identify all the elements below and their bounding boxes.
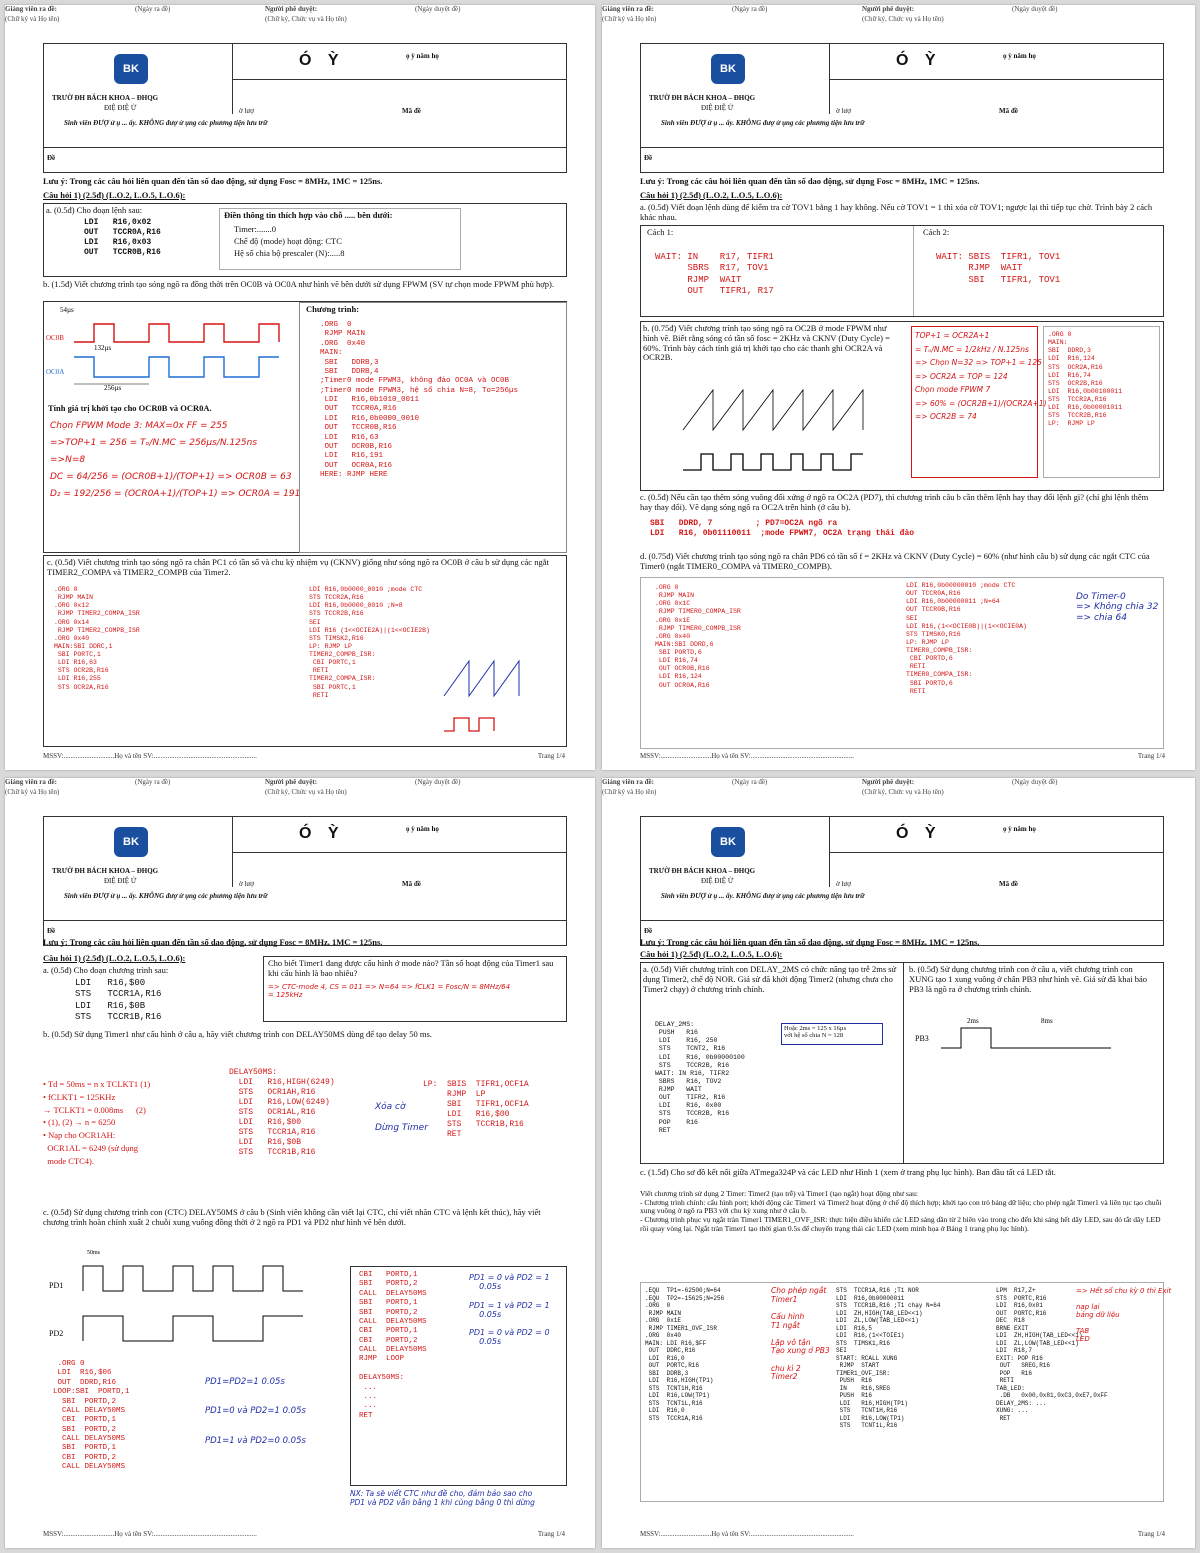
exam-header-box [43, 43, 567, 173]
fill-item: Chế độ (mode) hoạt động: CTC [234, 236, 342, 246]
wave-label: 50ms [87, 1250, 101, 1256]
approve-date: (Ngày duyệt đề) [415, 778, 461, 786]
student-note: Sinh viên ĐƯỢ ử ụ ... ấy. KHÔNG đượ ử ụng các phương tiện lưu trữ [661, 892, 865, 900]
wave-label: PB3 [915, 1034, 929, 1043]
school-name: TRƯỜ ĐH BÁCH KHOA – ĐHQG [649, 867, 756, 875]
student-note: Sinh viên ĐƯỢ ử ụ ... ấy. KHÔNG đượ ử ụng các phương tiện lưu trữ [661, 119, 865, 127]
page-header [5, 778, 595, 804]
de-label: Đề [47, 154, 56, 162]
fill-title: Điền thông tin thích hợp vào chỗ ..... bên dưới: [224, 210, 393, 220]
pd-waveform [43, 1246, 343, 1356]
cach2-label: Cách 2: [923, 227, 950, 237]
q2b-calc-box [911, 326, 1047, 478]
fill-item: Hệ số chia bộ prescaler (N):.....8 [234, 248, 345, 258]
wave-label: 54µs [60, 306, 74, 314]
exam-title: Ó Ỳ [299, 825, 345, 842]
freq-note: Lưu ý: Trong các câu hỏi liên quan đến tần số dao động, sử dụng Fosc = 8MHz, 1MC = 125ns. [43, 937, 383, 947]
school-name: TRƯỜ ĐH BÁCH KHOA – ĐHQG [649, 94, 756, 102]
exam-title: Ó Ỳ [896, 52, 942, 69]
q2a-box [640, 225, 1164, 317]
q3b-text: b. (0.5đ) Sử dụng Timer1 như cấu hình ở câu a, hãy viết chương trình con DELAY50MS dùng để tạo delay 50 ms. [43, 1029, 432, 1039]
q1a-text: a. (0.5đ) Cho đoạn lệnh sau: [46, 205, 143, 215]
q3a-code: LDI R16,$00 STS TCCR1A,R16 LDI R16,$0B STS TCCR1B,R16 [75, 978, 162, 1022]
exam-header-box [640, 816, 1164, 946]
duration-label: ờ lượ [239, 107, 254, 115]
page-2 [602, 5, 1195, 770]
wave-label: OC0B [46, 334, 64, 342]
university-logo: BK [114, 54, 148, 84]
freq-note: Lưu ý: Trong các câu hỏi liên quan đến tần số dao động, sử dụng Fosc = 8MHz, 1MC = 125ns. [43, 176, 383, 186]
exam-title: Ó Ỳ [896, 825, 942, 842]
q4c-handwriting-1: Cho phép ngắt Timer1 Cấu hình T1 ngắt Lặp vô tận Tạo xung ở PB3 chu kì 2 Timer2 [771, 1286, 830, 1382]
page-4 [602, 778, 1195, 1548]
q3a-text: a. (0.5đ) Cho đoạn chương trình sau: [43, 965, 169, 975]
q2b-code-box [1043, 326, 1160, 478]
program-title: Chương trình: [306, 304, 360, 314]
freq-note: Lưu ý: Trong các câu hỏi liên quan đến tần số dao động, sử dụng Fosc = 8MHz, 1MC = 125ns. [640, 176, 980, 186]
duration-label: ờ lượ [836, 880, 851, 888]
university-logo: BK [711, 54, 745, 84]
q3b-code-right: LP: SBIS TIFR1,OCF1A RJMP LP SBI TIFR1,OCF1A LDI R16,$00 STS TCCR1B,R16 RET [423, 1080, 529, 1139]
approver-label: Người phê duyệt: [862, 5, 915, 13]
q3c-code-right: CBI PORTD,1 SBI PORTD,2 CALL DELAY50MS SBI PORTD,1 SBI PORTD,2 CALL DELAY50MS CBI PORTD,1 CBI PORTD,2 CALL DELAY50MS RJMP LOOP DELAY50MS: ... ... ... RET [359, 1271, 427, 1420]
program-box [299, 302, 567, 553]
q2d-handwriting: Do Timer-0 => Không chia 32 => chia 64 [1076, 592, 1159, 623]
date-label: (Ngày ra đề) [135, 5, 171, 13]
q4c-description: Viết chương trình sử dụng 2 Timer: Timer2 (tạo trễ) và Timer1 (tạo ngắt) hoạt động như sau: - Chương trình chính: cấu hình port; khởi động các Timer1 và Timer2 hoạt động ở chế độ thích hợp; khởi tạo con trỏ bảng dữ liệu; cho phép ngắt Timer1 và liên tục tạo chuỗi xung vuông ở ngõ ra PB3 với chu kỳ xung như ở câu b. - Chương trình phục vụ ngắt tràn Timer1 TIMER1_OVF_ISR: thực hiện điều khiển các LED sáng dần từ 2 biên vào trong cho đến khi sáng hết dãy LED, sau đó tắt dãy LED rồi quay vòng lại. Ngắt tràn Timer1 tạo thời gian 0.5s để chuyển trạng thái các LED (xem minh họa ở Bảng 1 trang phụ lục hình). [640, 1189, 1162, 1233]
q4a-note-box [781, 1023, 883, 1045]
q4c-handwriting-2: => Hết số chu kỳ 0 thì Exit nạp lại bảng dữ liệu TAB LED [1076, 1287, 1172, 1344]
lecturer-sub: (Chữ ký và Họ tên) [5, 15, 60, 23]
footer-mssv: MSSV:.............................Họ và tên SV:........................................................... [43, 1529, 257, 1538]
q1b-text: b. (1.5đ) Viết chương trình tạo sóng ngõ ra đồng thời trên OC0B và OC0A như hình vẽ bên dưới sử dụng FPWM (SV tự chọn mode FPWM phù hợp). [43, 279, 554, 289]
q1c-code-right: LDI R16,0b0000_0010 ;mode CTC STS TCCR2A,R16 LDI R16,0b0000_0010 ;N=8 STS TCCR2B,R16 SEI LDI R16 (1<<OCIE2A)|(1<<OCIE2B) STS TIMSK2,R16 LP: RJMP LP TIMER2_COMPB_ISR: CBI PORTC,1 RETI TIMER2_COMPA_ISR: SBI PORTC,1 RETI [309, 586, 430, 699]
approve-date: (Ngày duyệt đề) [1012, 778, 1058, 786]
q1a-box [43, 203, 567, 277]
lecturer-label: Giảng viên ra đề: [5, 5, 57, 13]
approver-sub: (Chữ ký, Chức vụ và Họ tên) [265, 15, 347, 23]
timer2-diagram [439, 646, 559, 741]
question-1-title: Câu hỏi 1) (2.5đ) (L.O.2, L.O.5, L.O.6): [43, 953, 186, 963]
q3a-question: Cho biết Timer1 đang được cấu hình ở mode nào? Tần số hoạt động của Timer1 sau khi cấu hình là bao nhiêu? [268, 958, 554, 978]
question-1-title: Câu hỏi 1) (2.5đ) (L.O.2, L.O.5, L.O.6): [43, 190, 186, 200]
de-label: Đề [47, 927, 56, 935]
exam-code: Mã đề [402, 107, 421, 115]
lecturer-sub: (Chữ ký và Họ tên) [5, 788, 60, 796]
exam-header-box [640, 43, 1164, 173]
faculty-name: ĐIỆ ĐIỆ Ử [104, 104, 137, 112]
q2c-text: c. (0.5đ) Nếu cần tạo thêm sóng vuông đối xứng ở ngõ ra OC2A (PD7), thì chương trình câu b cần thêm lệnh hay thay đổi lệnh gì? (chỉ ghi lệnh thêm hay thay đổi). Vẽ dạng sóng ngõ ra OC2A trên hình (ở câu b). [640, 492, 1149, 512]
university-logo: BK [711, 827, 745, 857]
school-name: TRƯỜ ĐH BÁCH KHOA – ĐHQG [52, 94, 159, 102]
oc2b-waveform [643, 380, 901, 488]
q4c-code-2: STS TCCR1A,R16 ;T1 NOR LDI R16,0b00000011 STS TCCR1B,R16 ;T1 chạy N=64 LDI ZH,HIGH(TAB_LED<<1) LDI ZL,LOW(TAB_LED<<1) LDI R16,5 LDI R16,(1<<TOIE1) STS TIMSK1,R16 SEI START: RCALL XUNG RJMP START TIMER1_OVF_ISR: PUSH R16 IN R16,SREG PUSH R16 LDI R16,HIGH(TP1) STS TCNT1H,R16 LDI R16,LOW(TP1) STS TCNT1L,R16 [836, 1287, 941, 1429]
page-footer [43, 752, 565, 760]
page-header [602, 5, 1195, 31]
q2d-text: d. (0.75đ) Viết chương trình tạo sóng ngõ ra chân PD6 có tần số f = 2KHz và CKNV (Duty Cycle) = 60% (như hình câu b) sử dụng các ngắt CTC của Timer0 (ngắt TIMER0_COMPA và TIMER0_COMPB). [640, 551, 1150, 571]
freq-note: Lưu ý: Trong các câu hỏi liên quan đến tần số dao động, sử dụng Fosc = 8MHz, 1MC = 125ns. [640, 937, 980, 947]
school-name: TRƯỜ ĐH BÁCH KHOA – ĐHQG [52, 867, 159, 875]
lecturer-label: Giảng viên ra đề: [602, 778, 654, 786]
oc0-waveform [44, 302, 294, 397]
faculty-name: ĐIỆ ĐIỆ Ử [701, 877, 734, 885]
lecturer-sub: (Chữ ký và Họ tên) [602, 15, 657, 23]
lecturer-label: Giảng viên ra đề: [5, 778, 57, 786]
page-header [602, 778, 1195, 804]
q3b-handwriting: Xóa cờ Dừng Timer [375, 1102, 428, 1133]
q3c-handwriting-right: PD1 = 0 và PD2 = 1 0.05s PD1 = 1 và PD2 = 1 0.05s PD1 = 0 và PD2 = 0 0.05s [469, 1273, 550, 1347]
q3a-handwriting: => CTC-mode 4, CS = 011 => N=64 => fCLK1 = Fosc/N = 8MHz/64 = 125kHz [268, 983, 511, 1000]
page-footer [640, 1530, 1165, 1538]
q2a-code-2: WAIT: SBIS TIFR1, TOV1 RJMP WAIT SBI TIFR1, TOV1 [936, 252, 1061, 285]
footer-mssv: MSSV:.............................Họ và tên SV:........................................................... [43, 751, 257, 760]
wave-label: PD2 [49, 1329, 64, 1338]
exam-header-box [43, 816, 567, 946]
page-footer [640, 752, 1165, 760]
exam-code: Mã đề [999, 880, 1018, 888]
approver-sub: (Chữ ký, Chức vụ và Họ tên) [265, 788, 347, 796]
duration-label: ờ lượ [239, 880, 254, 888]
q2d-box [640, 577, 1164, 749]
date-label: (Ngày ra đề) [135, 778, 171, 786]
q2c-code: SBI DDRD, 7 ; PD7=OC2A ngõ ra LDI R16, 0b01110011 ;mode FPWM7, OC2A trạng thái đảo [650, 519, 915, 538]
duration-label: ờ lượ [836, 107, 851, 115]
approver-sub: (Chữ ký, Chức vụ và Họ tên) [862, 788, 944, 796]
approver-label: Người phê duyệt: [265, 5, 318, 13]
approver-label: Người phê duyệt: [265, 778, 318, 786]
faculty-name: ĐIỆ ĐIỆ Ử [701, 104, 734, 112]
q4ab-box [640, 962, 1164, 1164]
q4c-code-box [640, 1282, 1172, 1502]
wave-label: OC0A [46, 368, 65, 376]
footer-page: Trang 1/4 [1137, 751, 1165, 760]
init-handwriting: Chọn FPWM Mode 3: MAX=0x FF = 255 =>TOP+1 = 256 = Tₒ/N.MC = 256µs/N.125ns =>N=8 DC = 64/256 = (OCR0B+1)/(TOP+1) => OCR0B = 63 D₂ = 192/256 = (OCR0A+1)/(TOP+1) => OCR0A = 191 [50, 421, 301, 500]
page-footer [43, 1530, 565, 1538]
fill-item: Timer:.......0 [234, 224, 276, 234]
q4a-note: Hoặc 2ms = 125 x 16µs với hệ số chia N = 128 [784, 1025, 847, 1040]
q3-summary-note: NX: Ta sẽ viết CTC như đề cho, đảm bảo sao cho PD1 và PD2 vẫn bằng 1 khi cùng bằng 0 thì dừng [350, 1489, 535, 1507]
program-code: .ORG 0 RJMP MAIN .ORG 0x40 MAIN: SBI DDRB,3 SBI DDRB,4 ;Timer0 mode FPWM3, không đảo OC0A và OC0B ;Timer0 mode FPWM3, hệ số chia N=8, To=256µs LDI R16,0b1010_0011 OUT TCCR0A,R16 LDI R16,0b0000_0010 OUT TCCR0B,R16 LDI R16,63 OUT OCR0B,R16 LDI R16,191 OUT OCR0A,R16 HERE: RJMP HERE [320, 321, 519, 479]
q2a-code-1: WAIT: IN R17, TIFR1 SBRS R17, TOV1 RJMP WAIT OUT TIFR1, R17 [655, 252, 774, 296]
approve-date: (Ngày duyệt đề) [1012, 5, 1058, 13]
q4b-text: b. (0.5đ) Sử dụng chương trình con ở câu a, viết chương trình con XUNG tạo 1 xung vuông ở chân PB3 như hình vẽ. Giả sử đã khai báo PB3 là ngõ ra ở chương trình chính. [909, 964, 1147, 994]
footer-page: Trang 1/4 [537, 751, 565, 760]
lecturer-sub: (Chữ ký và Họ tên) [602, 788, 657, 796]
year-label: ọ ỳ năm họ [1003, 52, 1036, 60]
q3c-text: c. (0.5đ) Sử dụng chương trình con (CTC) DELAY50MS ở câu b (Sinh viên không cần viết lại CTC, chỉ viết nhãn CTC và lệnh kết thúc), hãy viết chương trình hoàn chỉnh xuất 2 chuỗi xung vuông đồng thời ở 2 ngõ ra PD1 và PD2 như hình vẽ bên dưới. [43, 1207, 541, 1227]
q1c-box [43, 555, 567, 747]
footer-mssv: MSSV:.............................Họ và tên SV:........................................................... [640, 1529, 854, 1538]
q3b-code-left: DELAY50MS: LDI R16,HIGH(6249) STS OCR1AH,R16 LDI R16,LOW(6249) STS OCR1AL,R16 LDI R16,$00 STS TCCR1A,R16 LDI R16,$0B STS TCCR1B,R16 [229, 1068, 335, 1157]
q4c-code-1: .EQU TP1=-62500;N=64 .EQU TP2=-15625;N=256 .ORG 0 RJMP MAIN .ORG 0x1E RJMP TIMER1_OVF_ISR .ORG 0x40 MAIN: LDI R16,$FF OUT DDRC,R16 LDI R16,0 OUT PORTC,R16 SBI DDRB,3 LDI R16,HIGH(TP1) STS TCNT1H,R16 LDI R16,LOW(TP1) STS TCNT1L,R16 LDI R16,0 STS TCCR1A,R16 [645, 1287, 725, 1422]
cach1-label: Cách 1: [647, 227, 674, 237]
year-label: ọ ỳ năm họ [406, 825, 439, 833]
init-title: Tính giá trị khởi tạo cho OCR0B và OCR0A. [48, 403, 212, 413]
q1c-text: c. (0.5đ) Viết chương trình tạo sóng ngõ ra chân PC1 có tần số và chu kỳ nhiệm vụ (CKNV) giống như sóng ngõ ra OC0B ở câu b sử dụng các ngắt TIMER2_COMPA và TIMER2_COMPB của Timer2. [47, 557, 549, 577]
wave-label: 2ms [967, 1017, 979, 1025]
question-1-title: Câu hỏi 1) (2.5đ) (L.O.2, L.O.5, L.O.6): [640, 190, 783, 200]
q4a-text: a. (0.5đ) Viết chương trình con DELAY_2MS có chức năng tạo trễ 2ms sử dụng Timer2, chế độ NOR. Giả sử đã khởi động Timer2 (nhưng chưa cho Timer2 chạy) ở chương trình chính. [643, 964, 897, 994]
year-label: ọ ỳ năm họ [1003, 825, 1036, 833]
q4a-code: DELAY_2MS: PUSH R16 LDI R16, 250 STS TCNT2, R16 LDI R16, 0b00000100 STS TCCR2B, R16 WAIT: IN R16, TIFR2 SBRS R16, TOV2 RJMP WAIT OUT TIFR2, R16 LDI R16, 0x00 STS TCCR2B, R16 POP R16 RET [655, 1021, 745, 1134]
student-note: Sinh viên ĐƯỢ ử ụ ... ấy. KHÔNG đượ ử ụng các phương tiện lưu trữ [64, 892, 268, 900]
exam-code: Mã đề [999, 107, 1018, 115]
q3a-answer-box [263, 956, 567, 1022]
approver-sub: (Chữ ký, Chức vụ và Họ tên) [862, 15, 944, 23]
pb3-waveform [911, 1013, 1151, 1063]
q2d-code-left: .ORG 0 RJMP MAIN .ORG 0x1C RJMP TIMER0_COMPA_ISR .ORG 0x1E RJMP TIMER0_COMPB_ISR .ORG 0x40 MAIN:SBI DDRD,6 SBI PORTD,6 LDI R16,74 OUT OCR0B,R16 LDI R16,124 OUT OCR0A,R16 [655, 584, 741, 689]
wave-label: 256µs [104, 384, 122, 392]
q4c-text: c. (1.5đ) Cho sơ đồ kết nối giữa ATmega324P và các LED như Hình 1 (xem ở trang phụ lục hình). Ban đầu tất cả LED tắt. [640, 1167, 1056, 1177]
page-header [5, 5, 595, 31]
de-label: Đề [644, 927, 653, 935]
date-label: (Ngày ra đề) [732, 778, 768, 786]
student-note: Sinh viên ĐƯỢ ử ụ ... ấy. KHÔNG đượ ử ụng các phương tiện lưu trữ [64, 119, 268, 127]
de-label: Đề [644, 154, 653, 162]
footer-page: Trang 1/4 [537, 1529, 565, 1538]
q1a-code: LDI R16,0x02 OUT TCCR0A,R16 LDI R16,0x03 OUT TCCR0B,R16 [84, 218, 161, 257]
question-1-title: Câu hỏi 1) (2.5đ) (L.O.2, L.O.5, L.O.6): [640, 949, 783, 959]
approver-label: Người phê duyệt: [862, 778, 915, 786]
date-label: (Ngày ra đề) [732, 5, 768, 13]
fill-box [219, 208, 461, 270]
footer-page: Trang 1/4 [1137, 1529, 1165, 1538]
page-3 [5, 778, 595, 1548]
university-logo: BK [114, 827, 148, 857]
q3c-right-box [350, 1266, 567, 1486]
q2a-text: a. (0.5đ) Viết đoạn lệnh dùng để kiểm tra cờ TOV1 bằng 1 hay không. Nếu cờ TOV1 = 1 thì xóa cờ TOV1; ngược lại thì tiếp tục chờ. Trình bày 2 cách khác nhau. [640, 202, 1153, 222]
q1b-box [43, 301, 567, 553]
page-1 [5, 5, 595, 770]
exam-code: Mã đề [402, 880, 421, 888]
q2b-code: .ORG 0 MAIN: SBI DDRD,3 LDI R16,124 STS OCR2A,R16 LDI R16,74 STS OCR2B,R16 LDI R16,0b00100011 STS TCCR2A,R16 LDI R16,0b00001011 STS TCCR2B,R16 LP: RJMP LP [1048, 331, 1123, 428]
q2b-box [640, 321, 1164, 491]
q2b-text: b. (0.75đ) Viết chương trình tạo sóng ngõ ra OC2B ở mode FPWM như hình vẽ. Biết rằng sóng có tần số fosc = 2KHz và CKNV (Duty Cycle) = 60%. Trình bày cách tính giá trị khởi tạo cho các thanh ghi OCR2A và OCR2B. [643, 323, 890, 363]
wave-label: 8ms [1041, 1017, 1053, 1025]
wave-label: PD1 [49, 1281, 64, 1290]
wave-label: 132µs [94, 344, 112, 352]
q3c-handwriting-left: PD1=PD2=1 0.05s PD1=0 và PD2=1 0.05s PD1=1 và PD2=0 0.05s [205, 1377, 306, 1446]
q4c-code-3: LPM R17,Z+ STS PORTC,R16 LDI R16,0x01 OUT PORTC,R16 DEC R18 BRNE EXIT LDI ZH,HIGH(TAB_LED<<1) LDI ZL,LOW(TAB_LED<<1) LDI R18,7 EXIT: POP R16 OUT SREG,R16 POP R16 RETI TAB_LED: .DB 0x00,0x81,0xC3,0xE7,0xFF DELAY_2MS: ... XUNG: ... RET [996, 1287, 1108, 1422]
footer-mssv: MSSV:.............................Họ và tên SV:........................................................... [640, 751, 854, 760]
faculty-name: ĐIỆ ĐIỆ Ử [104, 877, 137, 885]
exam-title: Ó Ỳ [299, 52, 345, 69]
q3b-calc: • Td = 50ms = n x TCLKT1 (1) • fCLKT1 = 125KHz → TCLKT1 = 0.008ms (2) • (1), (2) → n = 6250 • Nạp cho OCR1AH: OCR1AL = 6249 (sử dụng mode CTC4). [43, 1079, 151, 1166]
year-label: ọ ỳ năm họ [406, 52, 439, 60]
lecturer-label: Giảng viên ra đề: [602, 5, 654, 13]
q2d-code-right: LDI R16,0b00000010 ;mode CTC OUT TCCR0A,R16 LDI R16,0b00000011 ;N=64 OUT TCCR0B,R16 SEI LDI R16,(1<<OCIE0B)|(1<<OCIE0A) STS TIMSK0,R16 LP: RJMP LP TIMER0_COMPB_ISR: CBI PORTD,6 RETI TIMER0_COMPA_ISR: SBI PORTD,6 RETI [906, 582, 1027, 695]
q1c-code-left: .ORG 0 RJMP MAIN .ORG 0x12 RJMP TIMER2_COMPA_ISR .ORG 0x14 RJMP TIMER2_COMPB_ISR .ORG 0x40 MAIN:SBI DDRC,1 SBI PORTC,1 LDI R16,63 STS OCR2B,R16 LDI R16,255 STS OCR2A,R16 [54, 586, 140, 691]
q3c-code-left: .ORG 0 LDI R16,$06 OUT DDRD,R16 LOOP:SBI PORTD,1 SBI PORTD,2 CALL DELAY50MS CBI PORTD,1 SBI PORTD,2 CALL DELAY50MS SBI PORTD,1 CBI PORTD,2 CALL DELAY50MS [53, 1360, 130, 1472]
approve-date: (Ngày duyệt đề) [415, 5, 461, 13]
q2b-handwriting: TOP+1 = OCR2A+1 = Tₒ/N.MC = 1/2kHz / N.125ns => Chọn N=32 => TOP+1 = 125 => OCR2A = TOP = 124 Chọn mode FPWM 7 => 60% = (OCR2B+1)/(OCR2A+1) => OCR2B = 74 [915, 331, 1047, 421]
